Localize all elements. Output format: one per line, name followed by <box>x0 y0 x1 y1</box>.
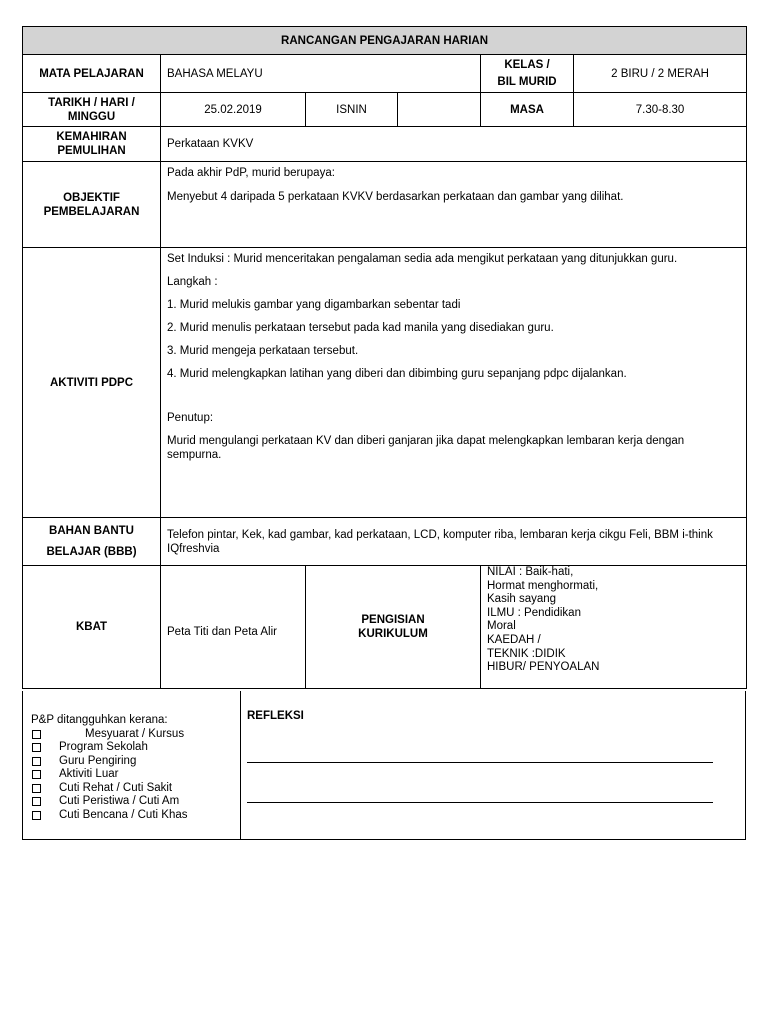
penutup-heading: Penutup: <box>167 412 214 424</box>
langkah-step-1: 1. Murid melukis gambar yang digambarkan sebentar tadi <box>167 299 461 311</box>
rph-table <box>22 26 747 689</box>
pengisian-line: NILAI : Baik-hati, <box>487 566 574 578</box>
pengisian-line: TEKNIK :DIDIK <box>487 647 566 660</box>
langkah-step-4: 4. Murid melengkapkan latihan yang diberi dan dibimbing guru sepanjang pdpc dijalankan. <box>167 368 627 380</box>
kelas-value: 2 BIRU / 2 MERAH <box>574 55 747 93</box>
bbb-label-line2: BELAJAR (BBB) <box>46 546 137 558</box>
pengisian-label-line1: PENGISIAN <box>361 614 425 626</box>
pengisian-line: HIBUR/ PENYOALAN <box>487 661 600 674</box>
aktiviti-content <box>161 248 747 518</box>
checkbox-icon[interactable] <box>32 770 41 779</box>
pengisian-line: ILMU : Pendidikan <box>487 606 581 619</box>
penutup-text: Murid mengulangi perkataan KV dan diberi ganjaran jika dapat melengkapkan lembaran kerja dengan sempurna. <box>167 435 685 461</box>
bbb-label <box>23 518 161 566</box>
checkbox-icon[interactable] <box>32 743 41 752</box>
pengisian-label-line2: KURIKULUM <box>358 628 428 640</box>
pengisian-line: Hormat menghormati, <box>487 579 599 592</box>
ditangguhkan-list <box>31 714 188 822</box>
ditangguhkan-option-cuti-bencana[interactable]: Cuti Bencana / Cuti Khas <box>31 809 188 823</box>
objektif-line1: Pada akhir PdP, murid berupaya: <box>167 167 335 179</box>
tarikh-value: 25.02.2019 <box>161 93 306 127</box>
hari-value: ISNIN <box>306 93 398 127</box>
ditangguhkan-option-mesyuarat[interactable]: Mesyuarat / Kursus <box>31 728 188 742</box>
masa-value: 7.30-8.30 <box>574 93 747 127</box>
kbat-label: KBAT <box>23 566 161 689</box>
refleksi-line-1[interactable] <box>247 762 713 763</box>
kelas-label-line1: KELAS / <box>504 59 550 71</box>
pengisian-content <box>481 566 747 689</box>
checkbox-icon[interactable] <box>32 797 41 806</box>
ditangguhkan-option-program[interactable]: Program Sekolah <box>31 741 188 755</box>
kbat-value: Peta Titi dan Peta Alir <box>161 566 306 689</box>
kelas-label <box>481 55 574 93</box>
objektif-content <box>161 162 747 248</box>
tarikh-label-line2: MINGGU <box>67 110 116 123</box>
langkah-heading: Langkah : <box>167 276 218 288</box>
ditangguhkan-panel <box>23 691 241 839</box>
minggu-value <box>398 93 481 127</box>
kemahiran-label <box>23 127 161 162</box>
set-induksi: Set Induksi : Murid menceritakan pengalaman sedia ada mengikut perkataan yang ditunjukkan guru. <box>167 253 678 265</box>
bbb-label-line1: BAHAN BANTU <box>49 525 134 537</box>
masa-label: MASA <box>481 93 574 127</box>
ditangguhkan-option-guru[interactable]: Guru Pengiring <box>31 755 188 769</box>
tarikh-label-line1: TARIKH / HARI / <box>48 96 135 109</box>
kemahiran-label-line2: PEMULIHAN <box>57 145 126 157</box>
pengisian-line: Moral <box>487 620 516 633</box>
objektif-label <box>23 162 161 248</box>
mata-pelajaran-value: BAHASA MELAYU <box>161 55 481 93</box>
footer-section <box>22 691 746 840</box>
langkah-step-2: 2. Murid menulis perkataan tersebut pada kad manila yang disediakan guru. <box>167 322 554 334</box>
objektif-label-line2: PEMBELAJARAN <box>43 205 140 218</box>
bbb-value: Telefon pintar, Kek, kad gambar, kad perkataan, LCD, komputer riba, lembaran kerja cikgu Feli, BBM i-think IQfreshvia <box>161 518 747 566</box>
rph-sheet <box>22 26 746 689</box>
langkah-step-3: 3. Murid mengeja perkataan tersebut. <box>167 345 359 357</box>
pengisian-line: Kasih sayang <box>487 593 557 606</box>
objektif-label-line1: OBJEKTIF <box>63 191 120 204</box>
ditangguhkan-option-cuti-rehat[interactable]: Cuti Rehat / Cuti Sakit <box>31 782 188 796</box>
refleksi-label: REFLEKSI <box>247 710 304 722</box>
checkbox-icon[interactable] <box>32 784 41 793</box>
tarikh-label <box>23 93 161 127</box>
checkbox-icon[interactable] <box>32 811 41 820</box>
pengisian-line: KAEDAH / <box>487 633 541 646</box>
kemahiran-label-line1: KEMAHIRAN <box>56 131 127 143</box>
aktiviti-label: AKTIVITI PDPC <box>23 248 161 518</box>
kemahiran-value: Perkataan KVKV <box>161 127 747 162</box>
document-title: RANCANGAN PENGAJARAN HARIAN <box>23 27 747 55</box>
ditangguhkan-option-cuti-peristiwa[interactable]: Cuti Peristiwa / Cuti Am <box>31 795 188 809</box>
ditangguhkan-heading: P&P ditangguhkan kerana: <box>31 714 168 726</box>
pengisian-label <box>306 566 481 689</box>
refleksi-line-2[interactable] <box>247 802 713 803</box>
objektif-line2: Menyebut 4 daripada 5 perkataan KVKV berdasarkan perkataan dan gambar yang dilihat. <box>167 191 624 203</box>
ditangguhkan-option-aktiviti[interactable]: Aktiviti Luar <box>31 768 188 782</box>
checkbox-icon[interactable] <box>32 757 41 766</box>
checkbox-icon[interactable] <box>32 730 41 739</box>
kelas-label-line2: BIL MURID <box>497 76 557 88</box>
mata-pelajaran-label: MATA PELAJARAN <box>23 55 161 93</box>
